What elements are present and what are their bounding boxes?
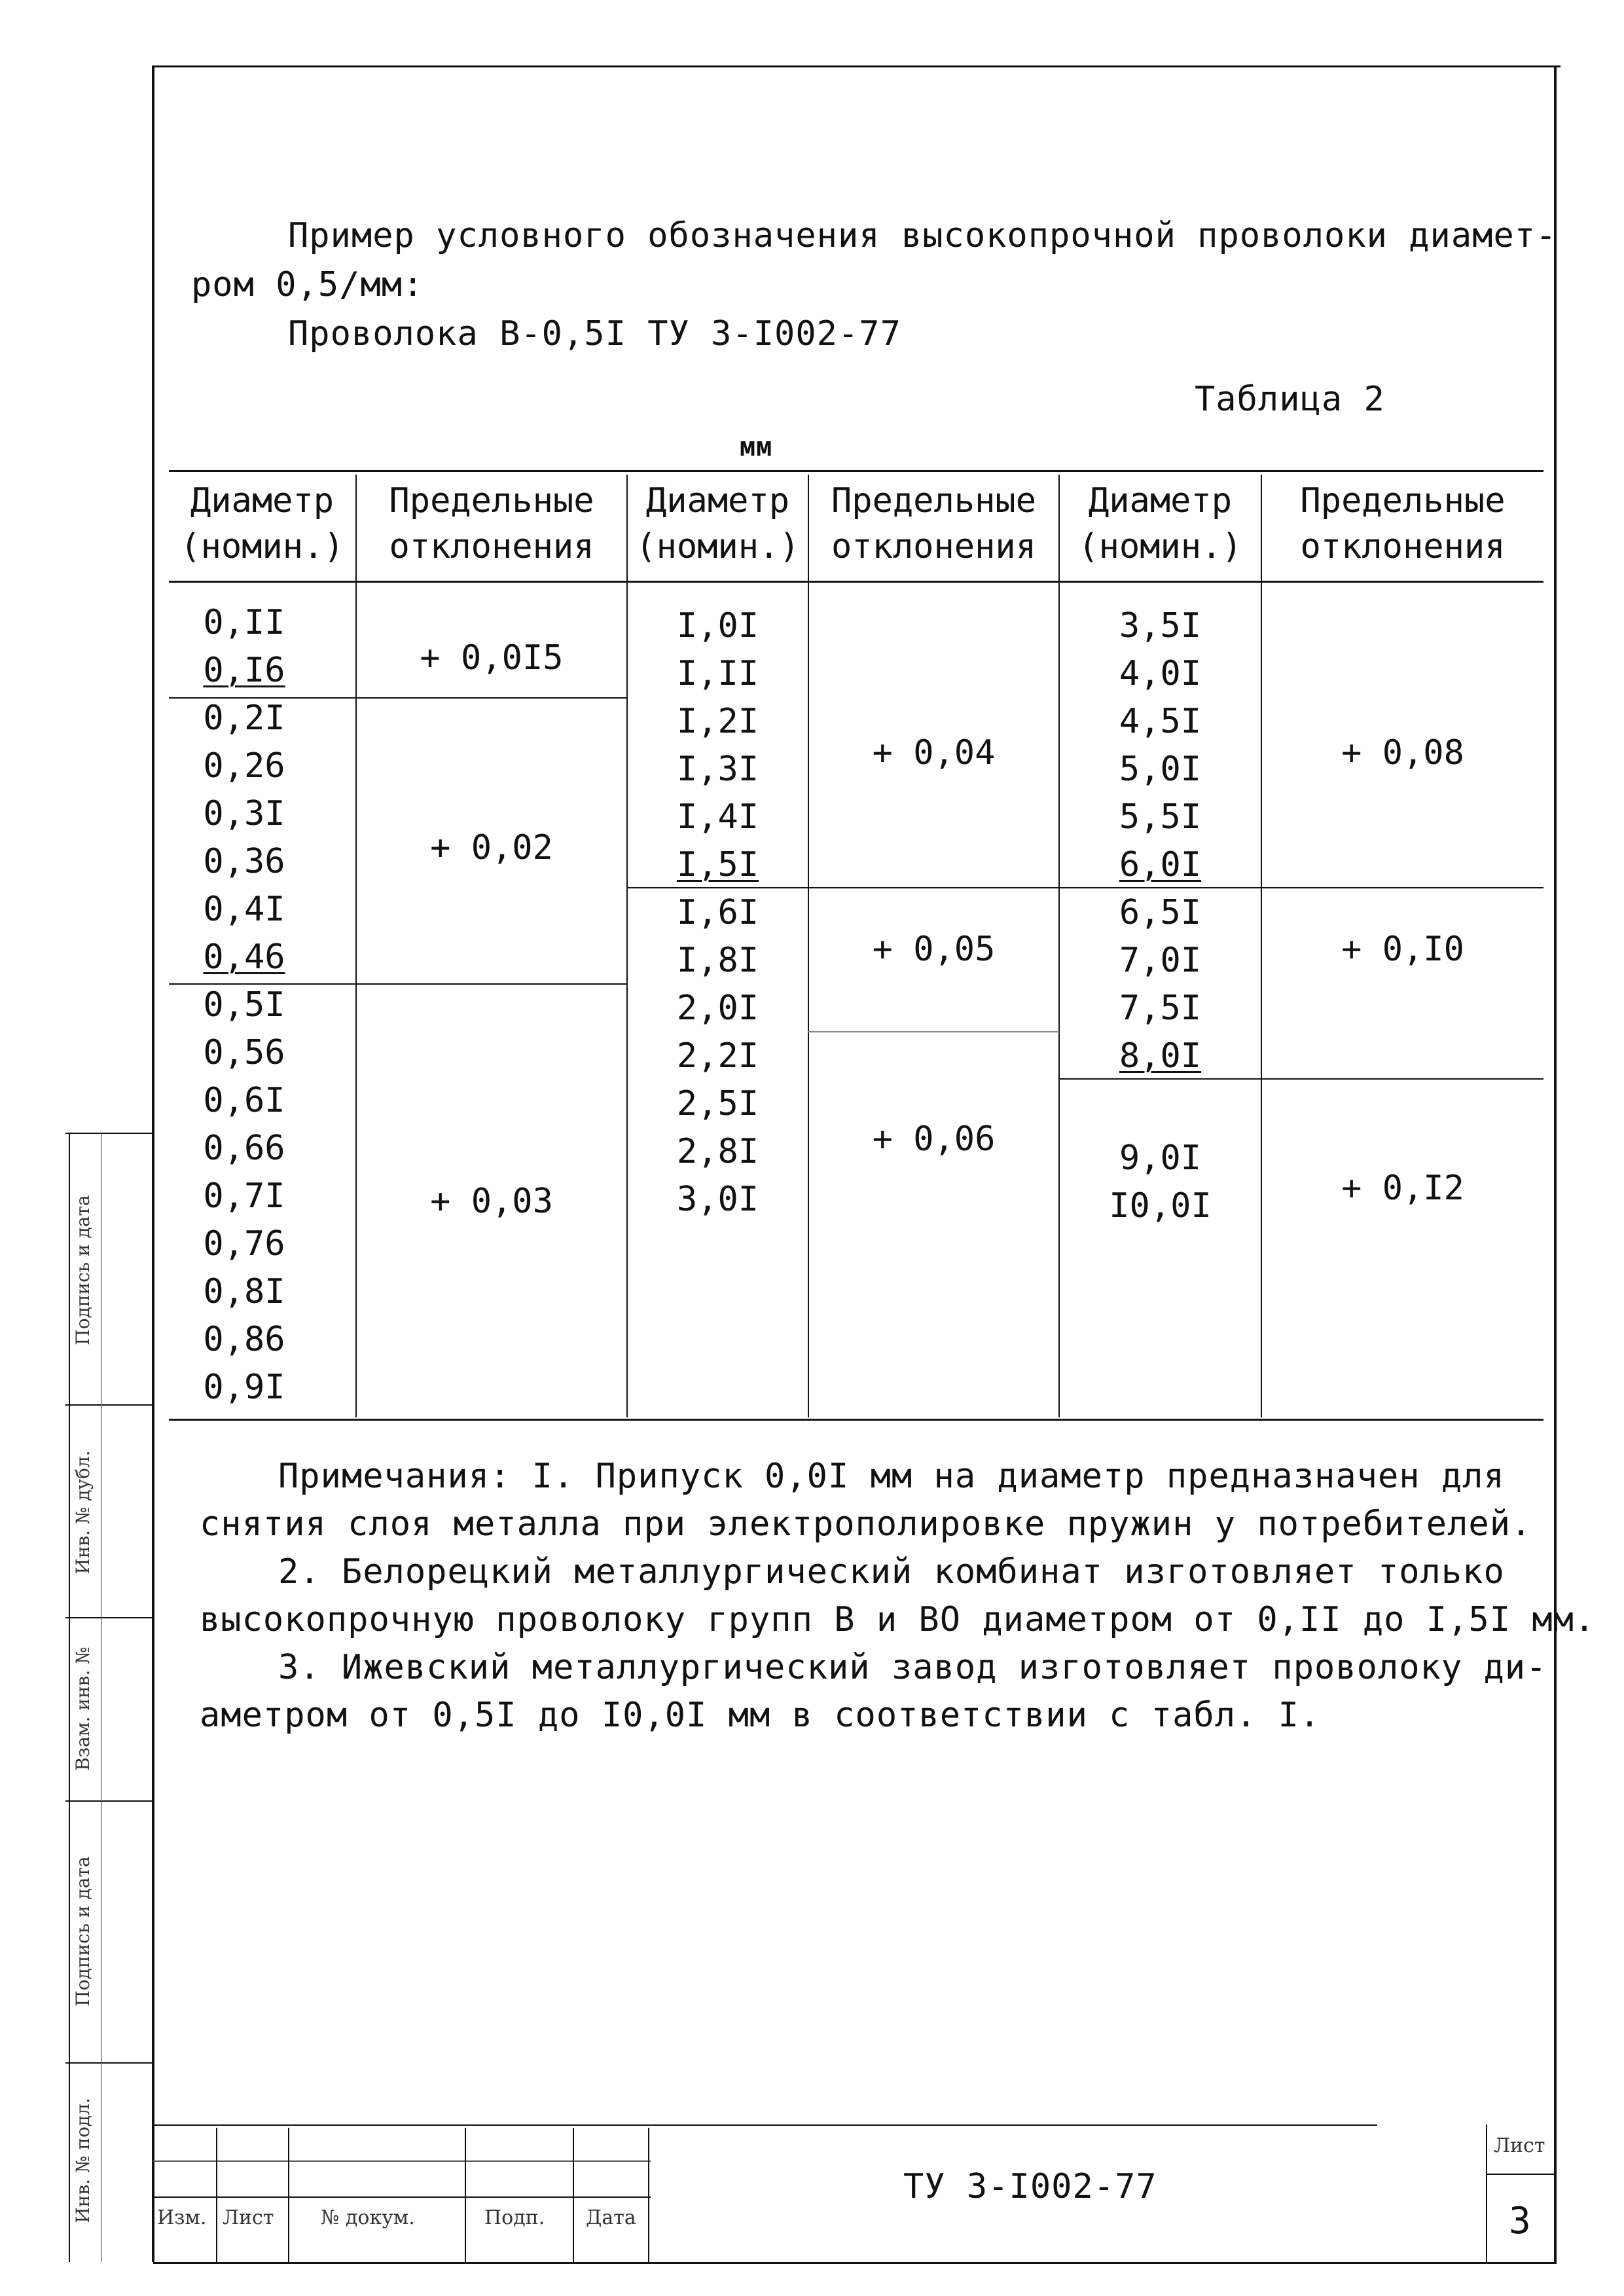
table-cell: 0,8I: [203, 1272, 285, 1311]
table-cell: I,6I: [676, 893, 759, 932]
header-col-1-line-2: (номин.): [180, 527, 344, 566]
table-cell: 0,2I: [203, 699, 285, 738]
table-cell: I,8I: [676, 941, 759, 980]
intro-line-2: ром 0,5/мм:: [191, 265, 424, 304]
table-cell: 0,26: [203, 746, 285, 786]
table-cell: 7,5I: [1119, 989, 1202, 1028]
table-cell: 7,0I: [1119, 941, 1202, 980]
stamp-col-sep-2: [288, 2128, 289, 2262]
tolerance-cell: + 0,03: [430, 1182, 553, 1221]
stamp-col-sheet: Лист: [223, 2206, 274, 2229]
table-cell: 0,5I: [203, 985, 285, 1025]
header-col-3: [628, 478, 808, 570]
table-cell: 0,66: [203, 1129, 285, 1168]
frame-top: [153, 65, 1561, 67]
column-diameter-2: [628, 602, 808, 1224]
tolerance-cell: + 0,08: [1341, 733, 1464, 773]
designation-example: Проволока В-0,5I ТУ 3-I002-77: [288, 314, 901, 354]
tolerance-cell: + 0,02: [430, 828, 553, 867]
side-label-orig-inv: Инв. № подл.: [72, 2098, 94, 2223]
stamp-bottom-rule: [153, 2262, 1557, 2264]
stamp-col-sep-5: [648, 2128, 649, 2262]
table-cell: I,5I: [676, 845, 759, 884]
header-col-5-line-1: Диаметр: [1088, 481, 1233, 520]
table-cell: 0,86: [203, 1320, 285, 1359]
note-line-5: 3. Ижевский металлургический завод изготовляет проволоку ди-: [278, 1648, 1547, 1687]
table-cell: 0,II: [203, 603, 285, 642]
table-cell: 6,5I: [1119, 893, 1202, 932]
stamp-col-sep-1: [216, 2128, 217, 2262]
table-cell: I,2I: [676, 702, 759, 741]
table-cell: 0,7I: [203, 1176, 285, 1216]
table-cell: I0,0I: [1109, 1186, 1212, 1226]
sheet-label: Лист: [1494, 2134, 1545, 2157]
table-cell: I,II: [676, 654, 759, 693]
table-cell: 2,8I: [676, 1132, 759, 1171]
header-col-2-line-1: Предельные: [389, 481, 594, 520]
column-diameter-3b: [1060, 1135, 1261, 1230]
table-caption: Таблица 2: [1195, 380, 1385, 419]
stamp-row-rule: [153, 2196, 651, 2198]
table-cell: 3,5I: [1119, 606, 1202, 646]
side-label-signature-2: Подпись и дата: [72, 1856, 94, 2007]
table-cell: 0,3I: [203, 794, 285, 833]
header-col-4: [809, 478, 1058, 570]
table-cell: 4,0I: [1119, 654, 1202, 693]
sheet-box-left: [1486, 2124, 1487, 2262]
table-cell: 0,56: [203, 1033, 285, 1072]
tolerance-cell: + 0,0I5: [420, 638, 564, 678]
header-col-3-line-2: (номин.): [636, 527, 800, 566]
doc-code: ТУ 3-I002-77: [903, 2167, 1157, 2206]
table-cell: 0,6I: [203, 1081, 285, 1120]
header-col-4-line-1: Предельные: [831, 481, 1037, 520]
header-col-6-line-1: Предельные: [1300, 481, 1506, 520]
header-col-5: [1060, 478, 1261, 570]
note-line-3: 2. Белорецкий металлургический комбинат изготовляет только: [278, 1552, 1505, 1592]
tolerance-cell: + 0,06: [872, 1120, 996, 1159]
note-line-2: снятия слоя металла при электрополировке пружин у потребителей.: [200, 1504, 1532, 1544]
header-col-1-line-1: Диаметр: [190, 481, 334, 520]
note-line-6: аметром от 0,5I до I0,0I мм в соответствии с табл. I.: [200, 1696, 1321, 1735]
frame-left: [152, 65, 154, 2262]
column-diameter-3: [1060, 602, 1261, 1080]
tolerance-cell: + 0,05: [872, 930, 996, 969]
col-sep-1: [355, 475, 357, 1417]
header-col-6-line-2: отклонения: [1300, 527, 1506, 566]
tolerance-cell: + 0,04: [872, 733, 996, 773]
tolerance-cell: + 0,I0: [1341, 930, 1464, 969]
side-label-dup-inv: Инв. № дубл.: [72, 1450, 94, 1575]
side-box-rule-1: [65, 1133, 153, 1134]
table-cell: 5,0I: [1119, 750, 1202, 789]
stamp-col-signature: Подп.: [484, 2206, 545, 2229]
tolerance-cell: + 0,I2: [1341, 1169, 1464, 1208]
frame-right: [1554, 65, 1557, 2262]
table-cell: I,3I: [676, 750, 759, 789]
stamp-top-rule: [153, 2124, 1377, 2126]
header-col-6: [1262, 478, 1543, 570]
stamp-col-docnum: № докум.: [321, 2206, 415, 2229]
sheet-number: 3: [1509, 2200, 1532, 2242]
table-cell: 0,46: [203, 938, 285, 977]
header-col-2-line-2: отклонения: [389, 527, 594, 566]
header-col-2: [357, 478, 626, 570]
header-col-4-line-2: отклонения: [831, 527, 1037, 566]
table-cell: 4,5I: [1119, 702, 1202, 741]
table-cell: 0,76: [203, 1224, 285, 1264]
table-cell: 0,9I: [203, 1368, 285, 1407]
note-line-1: Примечания: I. Припуск 0,0I мм на диаметр предназначен для: [278, 1457, 1505, 1496]
column-diameter-1: [169, 599, 319, 1412]
side-label-signature-1: Подпись и дата: [72, 1195, 94, 1345]
stamp-col-change: Изм.: [157, 2206, 207, 2229]
table-cell: 2,5I: [676, 1084, 759, 1123]
side-box-divider: [101, 1133, 102, 2262]
table-cell: 6,0I: [1119, 845, 1202, 884]
header-col-5-line-2: (номин.): [1078, 527, 1242, 566]
header-bottom-rule: [169, 581, 1543, 583]
group-rule-c34-b: [808, 1031, 1059, 1032]
table-cell: I,0I: [676, 606, 759, 646]
stamp-col-date: Дата: [586, 2206, 636, 2229]
side-label-replace-inv: Взам. инв. №: [72, 1647, 94, 1771]
table-top-rule: [169, 470, 1543, 472]
header-col-1: [169, 478, 355, 570]
table-cell: 0,36: [203, 842, 285, 881]
table-cell: 5,5I: [1119, 797, 1202, 837]
table-cell: 0,I6: [203, 651, 285, 690]
side-box-left: [69, 1133, 70, 2262]
sheet-box-rule: [1486, 2174, 1557, 2175]
table-cell: 2,0I: [676, 989, 759, 1028]
table-cell: 9,0I: [1119, 1139, 1202, 1178]
table-cell: I,4I: [676, 797, 759, 837]
stamp-mid-rule: [153, 2160, 651, 2162]
table-cell: 8,0I: [1119, 1036, 1202, 1076]
note-line-4: высокопрочную проволоку групп В и ВО диаметром от 0,II до I,5I мм.: [200, 1600, 1596, 1639]
table-cell: 0,4I: [203, 890, 285, 929]
table-cell: 3,0I: [676, 1180, 759, 1219]
table-cell: 2,2I: [676, 1036, 759, 1076]
table-units: мм: [740, 432, 773, 462]
stamp-col-sep-3: [465, 2128, 466, 2262]
table-bottom-rule: [169, 1419, 1543, 1421]
intro-line-1: Пример условного обозначения высокопрочной проволоки диамет-: [288, 216, 1557, 255]
header-col-3-line-1: Диаметр: [645, 481, 790, 520]
stamp-col-sep-4: [573, 2128, 574, 2262]
